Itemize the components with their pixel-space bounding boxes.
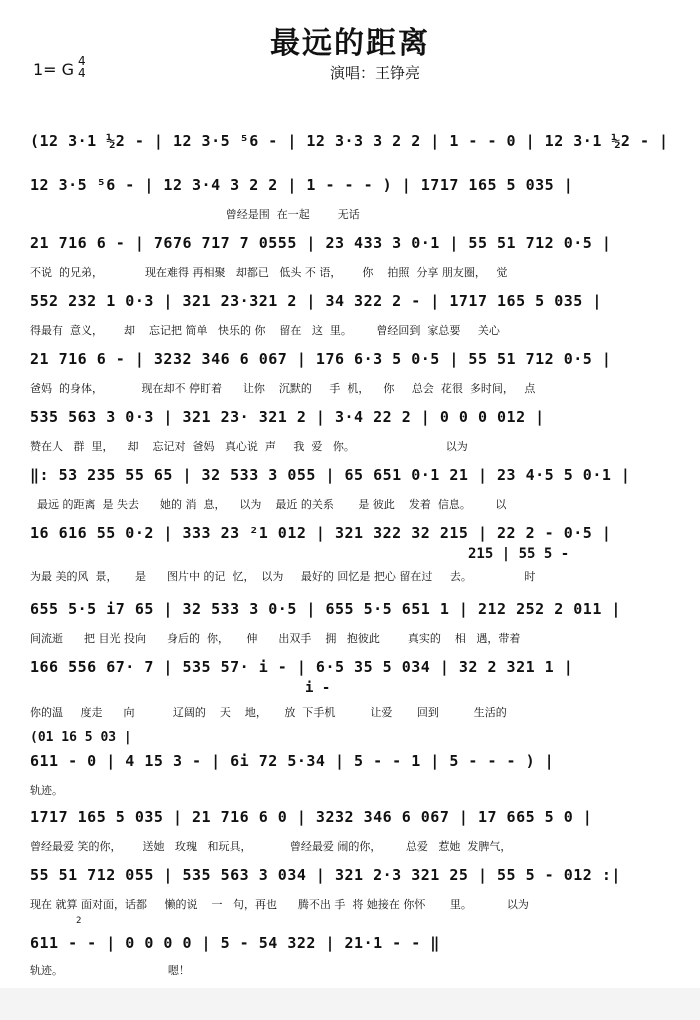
- page-bottom-margin: [0, 988, 700, 1020]
- notation: 552 232 1 0·3 | 321 23·321 2 | 34 322 2 - | 1717 165 5 035 |: [30, 292, 602, 310]
- notation: 1717 165 5 035 | 21 716 6 0 | 3232 346 6 067 | 17 665 5 0 |: [30, 808, 593, 826]
- song-title: 最远的距离: [270, 26, 430, 61]
- notation: 535 563 3 0·3 | 321 23· 321 2 | 3·4 22 2 | 0 0 0 012 |: [30, 408, 545, 426]
- lyrics: 间流逝 把 目光 投向 身后的 你， 伸 出双手 拥 抱彼此 真实的 相 遇，带着: [30, 632, 521, 645]
- lyrics: 现在 就算 面对面，话都 懒的说 一 句，再也 腾不出 手 将 她接在 你怀 里。 以为: [30, 898, 529, 911]
- notation: 16 616 55 0·2 | 333 23 ²1 012 | 321 322 32 215 | 22 2 - 0·5 |: [30, 524, 612, 542]
- lyrics: 得最有 意义， 却 忘记把 简单 快乐的 你 留在 这 里。 曾经回到 家总要 关心: [30, 324, 500, 337]
- notation: 21 716 6 - | 3232 346 6 067 | 176 6·3 5 0·5 | 55 51 712 0·5 |: [30, 350, 612, 368]
- key-signature: 1= G: [33, 60, 75, 79]
- ending-mark: 2: [76, 916, 82, 926]
- notation: 55 51 712 055 | 535 563 3 034 | 321 2·3 321 25 | 55 5 - 012 :|: [30, 866, 621, 884]
- notation: 21 716 6 - | 7676 717 7 0555 | 23 433 3 0·1 | 55 51 712 0·5 |: [30, 234, 612, 252]
- pickup-notation: (01 16 5 03 |: [30, 730, 132, 745]
- lyrics: 轨迹。: [30, 784, 63, 797]
- time-signature-top: 4: [78, 54, 86, 68]
- notation: 655 5·5 i7 65 | 32 533 3 0·5 | 655 5·5 651 1 | 212 252 2 011 |: [30, 600, 621, 618]
- notation: 611 - - | 0 0 0 0 | 5 - 54 322 | 21·1 - - ‖: [30, 934, 440, 952]
- singer-credit: 演唱：王铮亮: [330, 64, 421, 82]
- notation: 166 556 67· 7 | 535 57· i - | 6·5 35 5 034 | 32 2 321 1 |: [30, 658, 574, 676]
- lyrics: 曾经最爱 笑的你， 送她 玫瑰 和玩具， 曾经最爱 闹的你， 总爱 惹她 发脾气，: [30, 840, 512, 853]
- lyrics: 你的温 度走 向 辽阔的 天 地， 放 下手机 让爱 回到 生活的: [30, 706, 507, 719]
- lyrics: 最远 的距离 是 失去 她的 消 息， 以为 最近 的关系 是 彼此 发着 信息。 以: [30, 498, 507, 511]
- notation: ‖: 53 235 55 65 | 32 533 3 055 | 65 651 0·1 21 | 23 4·5 5 0·1 |: [30, 466, 631, 484]
- lyrics: 不说 的兄弟， 现在难得 再相聚 却都已 低头 不 语， 你 拍照 分享 朋友圈， 觉: [30, 266, 508, 279]
- lyrics: 为最 美的风 景， 是 图片中 的记 忆， 以为 最好的 回忆是 把心 留在过 去。 时: [30, 570, 536, 583]
- time-signature: [78, 55, 86, 79]
- notation: 12 3·5 ⁵6 - | 12 3·4 3 2 2 | 1 - - - ) | 1717 165 5 035 |: [30, 176, 574, 194]
- second-ending-notation: 215 | 55 5 -: [468, 546, 570, 562]
- lyrics: 曾经是围 在一起 无话: [30, 208, 360, 221]
- lyrics: 爸妈 的身体， 现在却不 停盯着 让你 沉默的 手 机， 你 总会 花很 多时间， 点: [30, 382, 536, 395]
- lyrics: 赞在人 群 里， 却 忘记对 爸妈 真心说 声 我 爱 你。 以为: [30, 440, 468, 453]
- time-signature-bottom: 4: [78, 66, 86, 80]
- alternate-note: i -: [305, 680, 331, 696]
- lyrics: 轨迹。 嗯！: [30, 964, 190, 977]
- notation: (12 3·1 ½2 - | 12 3·5 ⁵6 - | 12 3·3 3 2 2 | 1 - - 0 | 12 3·1 ½2 - |: [30, 132, 669, 150]
- notation: 611 - 0 | 4 15 3 - | 6i 72 5·34 | 5 - - 1 | 5 - - - ) |: [30, 752, 555, 770]
